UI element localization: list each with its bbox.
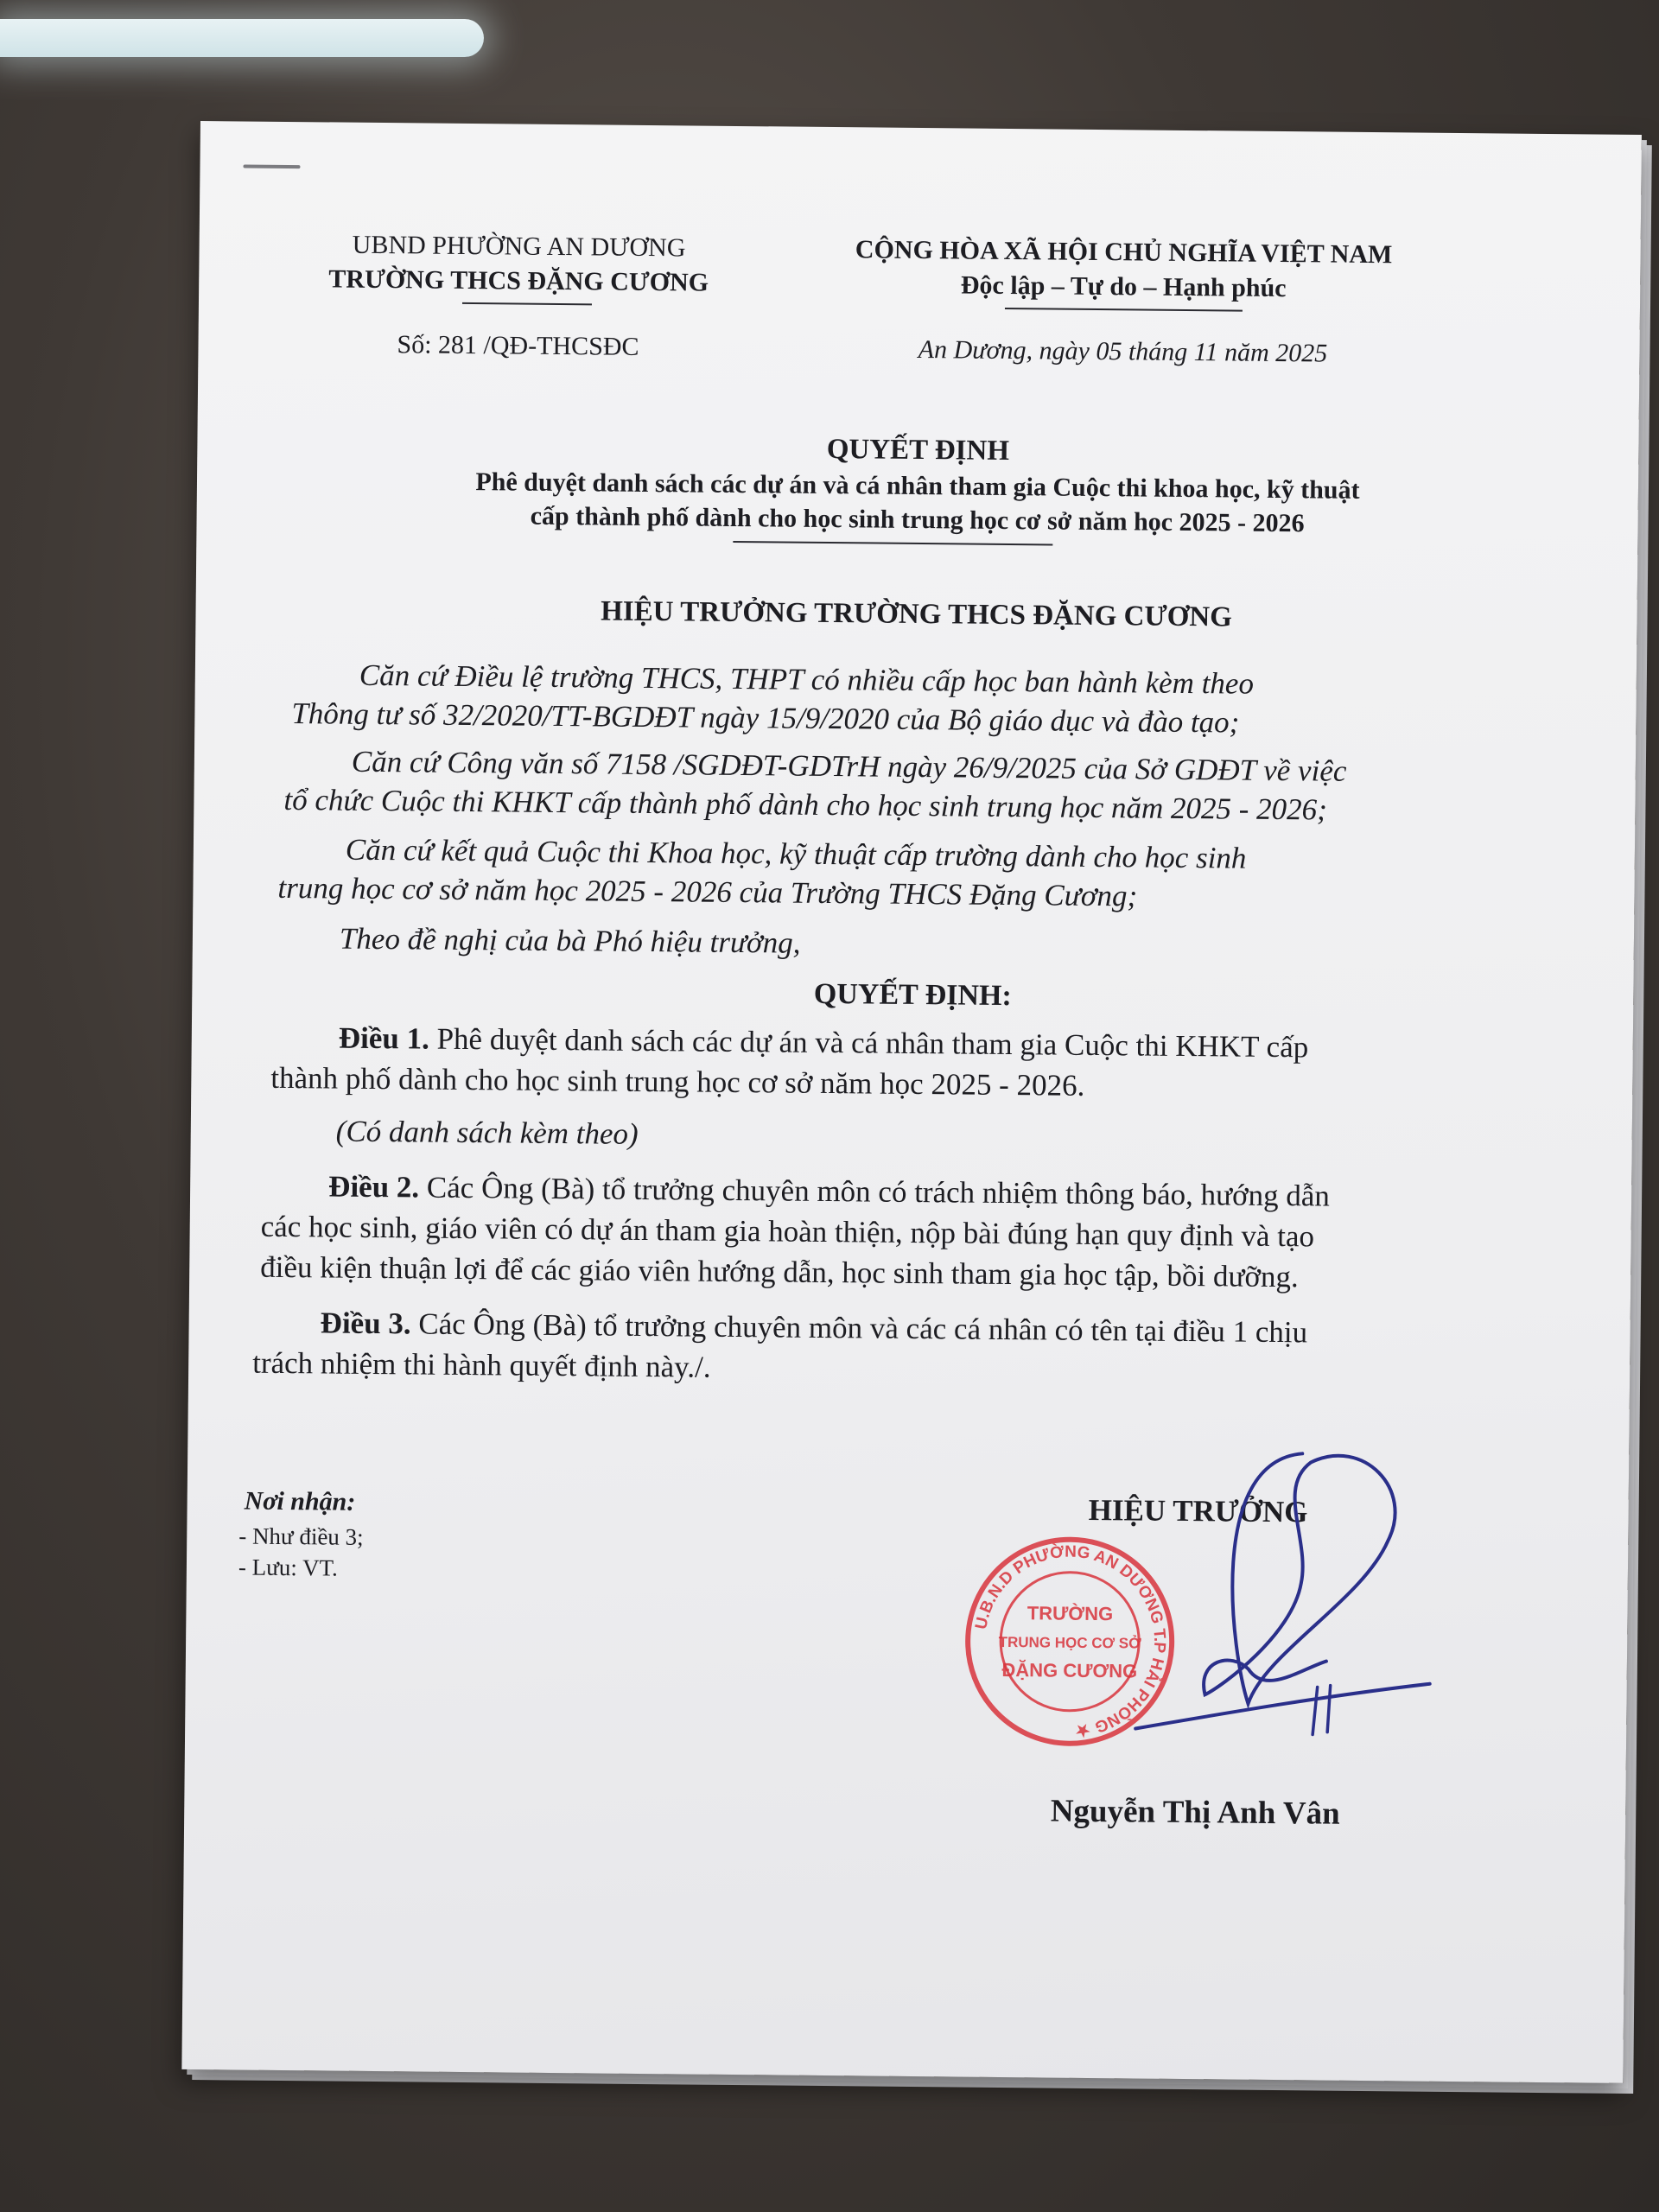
document-number: Số: 281 /QĐ-THCSĐC (397, 330, 639, 361)
svg-text:TRUNG HỌC CƠ SỞ: TRUNG HỌC CƠ SỞ (998, 1633, 1141, 1652)
article-2-line-3: điều kiện thuận lợi để các giáo viên hướng dẫn, học sinh tham gia học tập, bồi dưỡng. (260, 1249, 1299, 1294)
signer-role: HIỆU TRƯỞNG (1088, 1492, 1308, 1529)
recipient-item: - Lưu: VT. (238, 1554, 338, 1581)
subtitle-line-1: Phê duyệt danh sách các dự án và cá nhân tham gia Cuộc thi khoa học, kỹ thuật (475, 467, 1360, 505)
country-name: CỘNG HÒA XÃ HỘI CHỦ NGHĨA VIỆT NAM (855, 235, 1393, 270)
national-motto: Độc lập – Tự do – Hạnh phúc (960, 270, 1287, 303)
authority-heading: HIỆU TRƯỞNG TRƯỜNG THCS ĐẶNG CƯƠNG (601, 595, 1233, 633)
signer-name: Nguyễn Thị Anh Vân (1050, 1793, 1340, 1832)
svg-text:U.B.N.D PHƯỜNG AN DƯƠNG T.P HẢ: U.B.N.D PHƯỜNG AN DƯƠNG T.P HẢI PHÒNG ★ (972, 1542, 1169, 1740)
ceiling-light (0, 19, 484, 57)
article-1-note: (Có danh sách kèm theo) (335, 1114, 639, 1151)
basis-3-line-2: trung học cơ sở năm học 2025 - 2026 của Trường THCS Đặng Cương; (277, 870, 1138, 913)
article-3-line-1 (320, 1306, 1307, 1350)
proposal: Theo đề nghị của bà Phó hiệu trưởng, (339, 921, 801, 960)
article-3-text: Các Ông (Bà) tổ trưởng chuyên môn và các cá nhân có tên tại điều 1 chịu (418, 1306, 1308, 1350)
place-date: An Dương, ngày 05 tháng 11 năm 2025 (918, 334, 1328, 368)
document-title: QUYẾT ĐỊNH (826, 433, 1010, 467)
handwritten-signature (1101, 1434, 1467, 1783)
article-3-label: Điều 3. (320, 1306, 411, 1341)
article-2-line-1 (328, 1169, 1330, 1213)
subtitle-line-2: cấp thành phố dành cho học sinh trung học cơ sở năm học 2025 - 2026 (530, 501, 1305, 538)
basis-2-line-1: Căn cứ Công văn số 7158 /SGDĐT-GDTrH ngày 26/9/2025 của Sở GDĐT về việc (351, 744, 1347, 788)
subtitle-underline (733, 541, 1052, 546)
document-page (181, 121, 1642, 2083)
svg-text:ĐẶNG CƯƠNG: ĐẶNG CƯƠNG (1001, 1658, 1138, 1682)
article-1-text: Phê duyệt danh sách các dự án và cá nhân tham gia Cuộc thi KHKT cấp (436, 1021, 1309, 1065)
basis-3-line-1: Căn cứ kết quả Cuộc thi Khoa học, kỹ thuật cấp trường dành cho học sinh (345, 832, 1247, 875)
agency-name: UBND PHƯỜNG AN DƯƠNG (352, 230, 686, 263)
basis-2-line-2: tổ chức Cuộc thi KHKT cấp thành phố dành cho học sinh trung học năm 2025 - 2026; (283, 782, 1328, 827)
motto-underline (1005, 308, 1243, 312)
article-1-line-1 (339, 1021, 1309, 1065)
school-name: TRƯỜNG THCS ĐẶNG CƯƠNG (328, 264, 709, 297)
basis-1-line-2: Thông tư số 32/2020/TT-BGDĐT ngày 15/9/2020 của Bộ giáo dục và đào tạo; (291, 696, 1240, 740)
article-1-label: Điều 1. (338, 1020, 430, 1056)
staple-mark (243, 164, 300, 168)
school-underline (462, 302, 592, 305)
svg-text:TRƯỜNG: TRƯỜNG (1027, 1602, 1114, 1625)
article-2-text: Các Ông (Bà) tổ trưởng chuyên môn có trách nhiệm thông báo, hướng dẫn (426, 1170, 1331, 1213)
article-2-label: Điều 2. (327, 1169, 420, 1205)
basis-1-line-1: Căn cứ Điều lệ trường THCS, THPT có nhiều cấp học ban hành kèm theo (359, 658, 1255, 701)
recipients-title: Nơi nhận: (244, 1486, 356, 1516)
article-3-line-2: trách nhiệm thi hành quyết định này./. (252, 1345, 711, 1384)
recipient-item: - Như điều 3; (238, 1522, 364, 1550)
decide-heading: QUYẾT ĐỊNH: (813, 977, 1012, 1013)
article-1-line-2: thành phố dành cho học sinh trung học cơ sở năm học 2025 - 2026. (270, 1060, 1085, 1103)
article-2-line-2: các học sinh, giáo viên có dự án tham gia hoàn thiện, nộp bài đúng hạn quy định và tạo (260, 1209, 1315, 1254)
